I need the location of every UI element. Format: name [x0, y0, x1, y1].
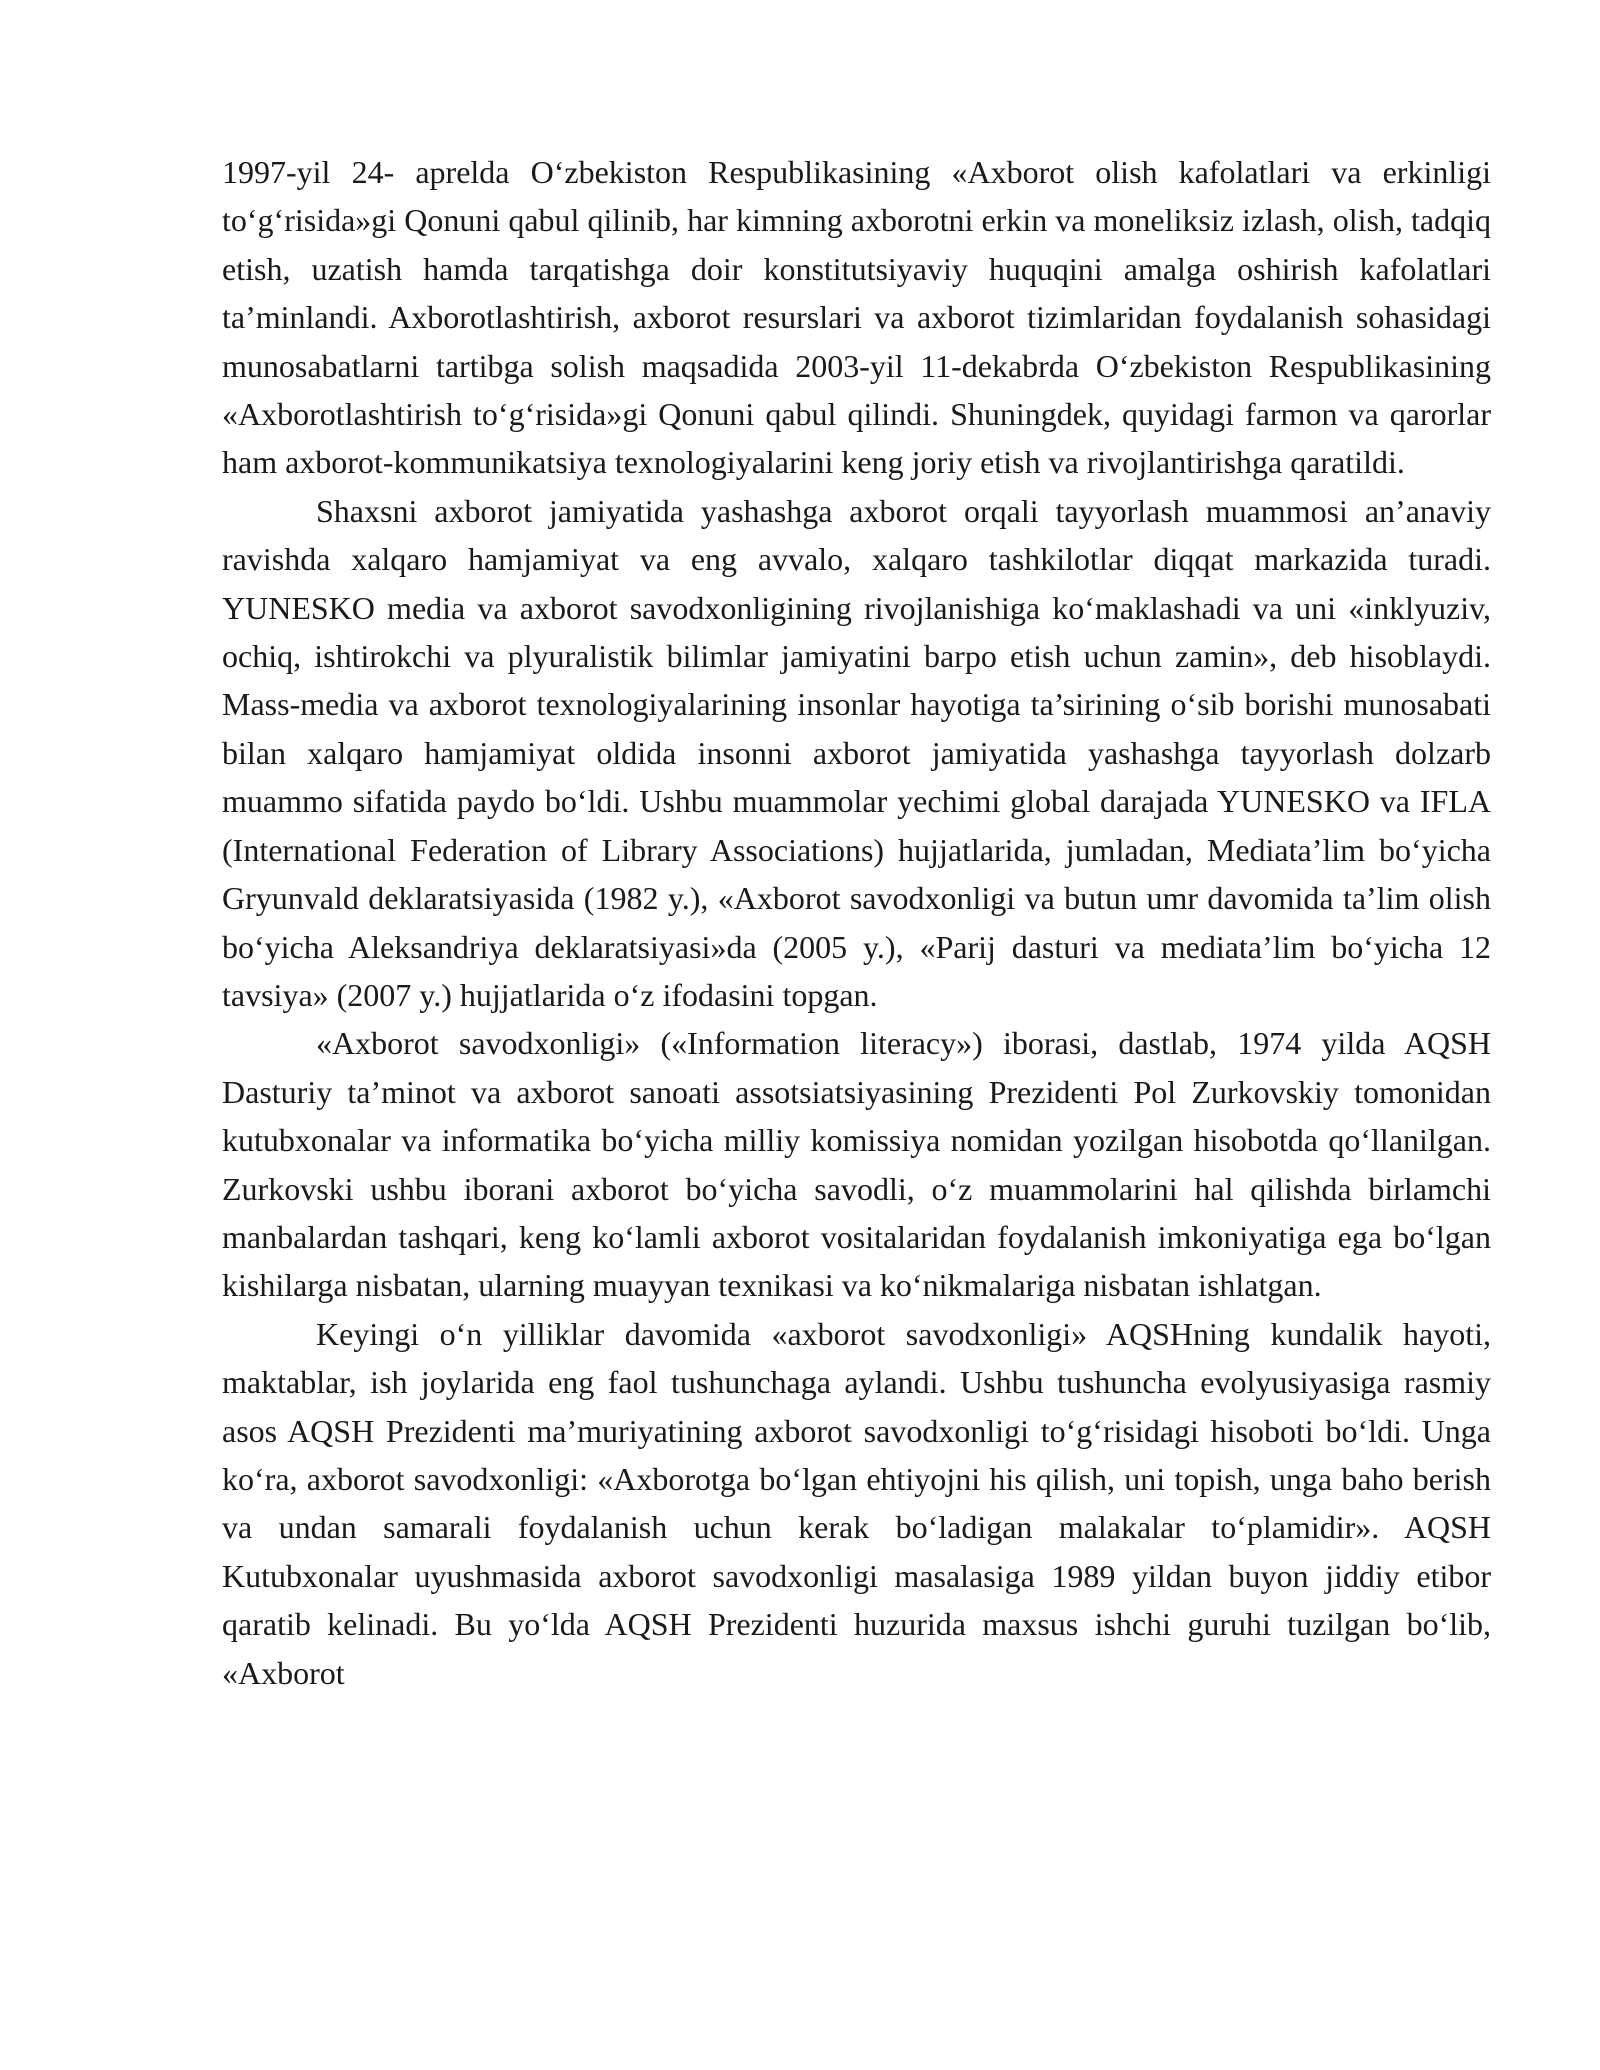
paragraph-4: Keyingi o‘n yilliklar davomida «axborot savodxonligi» AQSHning kundalik hayoti, maktablar, ish joylarida eng faol tushunchaga aylandi. Ushbu tushuncha evolyusiyasiga rasmiy asos AQSH Prezidenti ma’muriyatining axborot savodxonligi to‘g‘risidagi hisoboti bo‘ldi. Unga ko‘ra, axborot savodxonligi: «Axborotga bo‘lgan ehtiyojni his qilish, uni topish, unga baho berish va undan samarali foydalanish uchun kerak bo‘ladigan malakalar to‘plamidir». AQSH Kutubxonalar uyushmasida axborot savodxonligi masalasiga 1989 yildan buyon jiddiy etibor qaratib kelinadi. Bu yo‘lda AQSH Prezidenti huzurida maxsus ishchi guruhi tuzilgan bo‘lib, «Axborot	[222, 1315, 1491, 1691]
document-page	[222, 148, 1491, 1697]
paragraph-2: Shaxsni axborot jamiyatida yashashga axborot orqali tayyorlash muammosi an’anaviy ravishda xalqaro hamjamiyat va eng avvalo, xalqaro tashkilotlar diqqat markazida turadi. YUNESKO media va axborot savodxonligining rivojlanishiga ko‘maklashadi va uni «inklyuziv, ochiq, ishtirokchi va plyuralistik bilimlar jamiyatini barpo etish uchun zamin», deb hisoblaydi. Mass-media va axborot texnologiyalarining insonlar hayotiga ta’sirining o‘sib borishi munosabati bilan xalqaro hamjamiyat oldida insonni axborot jamiyatida yashashga tayyorlash dolzarb muammo sifatida paydo bo‘ldi. Ushbu muammolar yechimi global darajada YUNESKO va IFLA (International Federation of Library Associations) hujjatlarida, jumladan, Mediata’lim bo‘yicha Gryunvald deklaratsiyasida (1982 y.), «Axborot savodxonligi va butun umr davomida ta’lim olish bo‘yicha Aleksandriya deklaratsiyasi»da (2005 y.), «Parij dasturi va mediata’lim bo‘yicha 12 tavsiya» (2007 y.) hujjatlarida o‘z ifodasini topgan.	[222, 492, 1491, 1013]
paragraph-1: 1997-yil 24- aprelda O‘zbekiston Respublikasining «Axborot olish kafolatlari va erkinligi to‘g‘risida»gi Qonuni qabul qilinib, har kimning axborotni erkin va moneliksiz izlash, olish, tadqiq etish, uzatish hamda tarqatishga doir konstitutsiyaviy huquqini amalga oshirish kafolatlari ta’minlandi. Axborotlashtirish, axborot resurslari va axborot tizimlaridan foydalanish sohasidagi munosabatlarni tartibga solish maqsadida 2003-yil 11-dekabrda O‘zbekiston Respublikasining «Axborotlashtirish to‘g‘risida»gi Qonuni qabul qilindi. Shuningdek, quyidagi farmon va qarorlar ham axborot-kommunikatsiya texnologiyalarini keng joriy etish va rivojlantirishga qaratildi.	[222, 154, 1491, 481]
paragraph-3: «Axborot savodxonligi» («Information literacy») iborasi, dastlab, 1974 yilda AQSH Dasturiy ta’minot va axborot sanoati assotsiatsiyasining Prezidenti Pol Zurkovskiy tomonidan kutubxonalar va informatika bo‘yicha milliy komissiya nomidan yozilgan hisobotda qo‘llanilgan. Zurkovski ushbu iborani axborot bo‘yicha savodli, o‘z muammolarini hal qilishda birlamchi manbalardan tashqari, keng ko‘lamli axborot vositalaridan foydalanish imkoniyatiga ega bo‘lgan kishilarga nisbatan, ularning muayyan texnikasi va ko‘nikmalariga nisbatan ishlatgan.	[222, 1025, 1491, 1304]
